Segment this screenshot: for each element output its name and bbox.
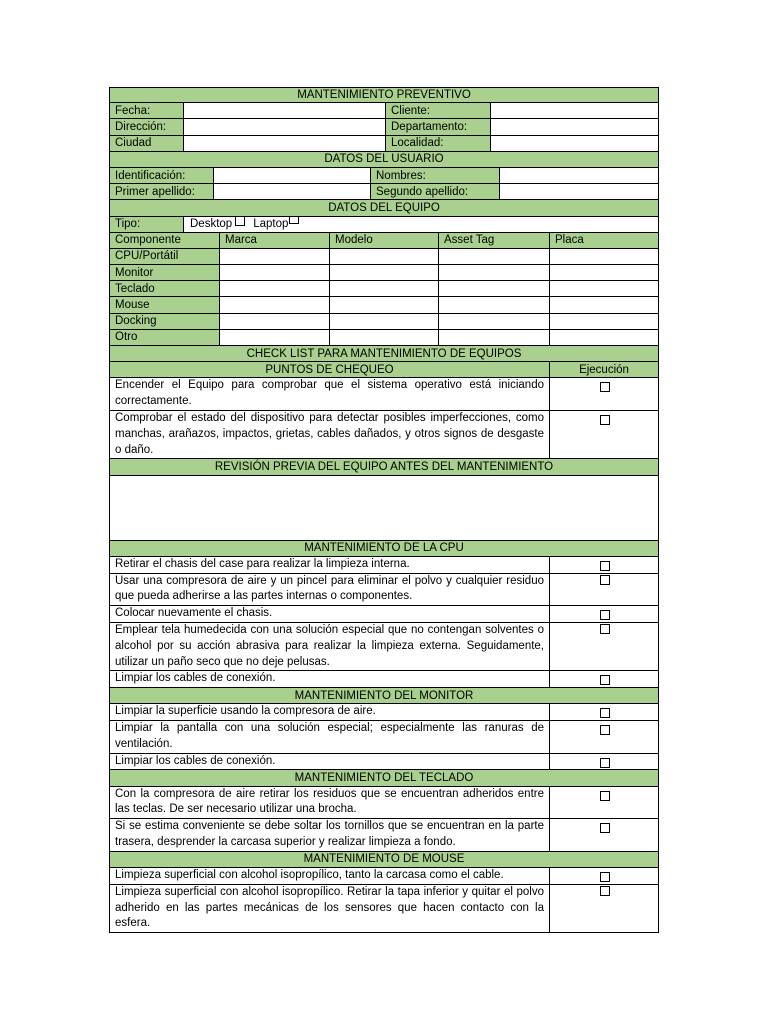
checklist-header-row	[109, 346, 659, 362]
monitor-header-row	[109, 688, 659, 704]
teclado-asset-tag[interactable]	[439, 281, 550, 296]
list-item	[109, 574, 659, 607]
table-row	[109, 281, 659, 297]
check-cell	[550, 787, 660, 819]
check-cell	[550, 754, 660, 770]
teclado-header: MANTENIMIENTO DEL TECLADO	[110, 770, 658, 785]
mouse-asset-tag[interactable]	[439, 297, 550, 312]
general-row-3	[109, 136, 659, 152]
puntos-header: PUNTOS DE CHEQUEO	[110, 362, 550, 377]
table-row	[109, 314, 659, 330]
component-monitor: Monitor	[110, 265, 220, 280]
mouse-marca[interactable]	[220, 297, 330, 312]
checklist-subheader-row	[109, 362, 659, 378]
check-checkbox[interactable]	[600, 561, 610, 571]
laptop-label: Laptop	[253, 217, 289, 230]
otro-placa[interactable]	[550, 330, 658, 345]
localidad-field[interactable]	[491, 136, 658, 151]
list-item	[109, 787, 659, 820]
check-cell	[550, 868, 660, 884]
table-row	[109, 265, 659, 281]
check-cell	[550, 721, 660, 753]
component-cpu: CPU/Portátil	[110, 249, 220, 264]
usuario-header-row	[109, 152, 659, 168]
check-checkbox[interactable]	[600, 725, 610, 735]
teclado-header-row	[109, 770, 659, 786]
col-marca: Marca	[220, 233, 330, 248]
identificacion-label: Identificación:	[110, 168, 214, 183]
primer-apellido-field[interactable]	[214, 184, 371, 199]
list-item	[109, 885, 659, 933]
check-cell	[550, 557, 660, 573]
departamento-field[interactable]	[491, 119, 658, 134]
maintenance-form	[109, 87, 659, 933]
cliente-field[interactable]	[491, 103, 658, 118]
cpu-modelo[interactable]	[330, 249, 439, 264]
table-row	[109, 330, 659, 346]
equipo-header-row	[109, 200, 659, 216]
docking-modelo[interactable]	[330, 314, 439, 329]
check-item-text: Usar una compresora de aire y un pincel para eliminar el polvo y cualquier residuo que pueda adherirse a las partes internas o componentes.	[110, 574, 550, 606]
check-checkbox[interactable]	[600, 575, 610, 585]
check-cell	[550, 623, 660, 670]
table-row	[109, 249, 659, 265]
list-item	[109, 721, 659, 754]
component-mouse: Mouse	[110, 297, 220, 312]
component-teclado: Teclado	[110, 281, 220, 296]
ciudad-label: Ciudad	[110, 136, 184, 151]
component-otro: Otro	[110, 330, 220, 345]
col-componente: Componente	[110, 233, 220, 248]
monitor-modelo[interactable]	[330, 265, 439, 280]
monitor-marca[interactable]	[220, 265, 330, 280]
table-row	[109, 297, 659, 313]
revision-notes-row	[109, 476, 659, 541]
cpu-header: MANTENIMIENTO DE LA CPU	[110, 541, 658, 556]
check-item-text: Retirar el chasis del case para realizar la limpieza interna.	[110, 557, 550, 573]
teclado-modelo[interactable]	[330, 281, 439, 296]
docking-marca[interactable]	[220, 314, 330, 329]
col-asset-tag: Asset Tag	[439, 233, 550, 248]
check-checkbox[interactable]	[600, 708, 610, 718]
list-item	[109, 623, 659, 671]
cpu-header-row	[109, 541, 659, 557]
cliente-label: Cliente:	[386, 103, 491, 118]
list-item	[109, 819, 659, 852]
check-item-text: Limpiar la superficie usando la compresora de aire.	[110, 704, 550, 720]
departamento-label: Departamento:	[386, 119, 491, 134]
monitor-asset-tag[interactable]	[439, 265, 550, 280]
tipo-options	[184, 217, 658, 232]
check-checkbox[interactable]	[600, 382, 610, 392]
usuario-row-1	[109, 168, 659, 184]
form-title: MANTENIMIENTO PREVENTIVO	[110, 88, 658, 102]
check-cell	[550, 574, 660, 606]
component-docking: Docking	[110, 314, 220, 329]
mouse-modelo[interactable]	[330, 297, 439, 312]
check-item-text: Encender el Equipo para comprobar que el sistema operativo está iniciando correctamente.	[110, 378, 550, 410]
direccion-field[interactable]	[184, 119, 386, 134]
usuario-header: DATOS DEL USUARIO	[110, 152, 658, 167]
check-cell	[550, 819, 660, 851]
check-item-text: Comprobar el estado del dispositivo para detectar posibles imperfecciones, como manchas, arañazos, impactos, grietas, cables dañados, y otros signos de desgaste o daño.	[110, 411, 550, 458]
list-item	[109, 754, 659, 771]
check-cell	[550, 885, 660, 932]
check-item-text: Emplear tela humedecida con una solución especial que no contengan solventes o alcohol por su acción abrasiva para realizar la limpieza externa. Seguidamente, utilizar un paño seco que no deje pelusas.	[110, 623, 550, 670]
list-item	[109, 868, 659, 885]
check-item-text: Limpiar los cables de conexión.	[110, 754, 550, 770]
col-modelo: Modelo	[330, 233, 439, 248]
revision-notes-field[interactable]	[110, 476, 658, 540]
check-item-text: Si se estima conveniente se debe soltar los tornillos que se encuentran en la parte trasera, desprender la carcasa superior y realizar limpieza a fondo.	[110, 819, 550, 851]
check-item-text: Colocar nuevamente el chasis.	[110, 606, 550, 622]
list-item	[109, 411, 659, 459]
identificacion-field[interactable]	[214, 168, 371, 183]
fecha-label: Fecha:	[110, 103, 184, 118]
otro-modelo[interactable]	[330, 330, 439, 345]
cpu-asset-tag[interactable]	[439, 249, 550, 264]
equipo-header: DATOS DEL EQUIPO	[110, 200, 658, 215]
check-item-text: Limpieza superficial con alcohol isopropílico, tanto la carcasa como el cable.	[110, 868, 550, 884]
fecha-field[interactable]	[184, 103, 386, 118]
list-item	[109, 671, 659, 688]
list-item	[109, 606, 659, 623]
tipo-label: Tipo:	[110, 217, 184, 232]
monitor-header: MANTENIMIENTO DEL MONITOR	[110, 688, 658, 703]
check-checkbox[interactable]	[600, 624, 610, 634]
otro-asset-tag[interactable]	[439, 330, 550, 345]
title-row	[109, 87, 659, 103]
primer-apellido-label: Primer apellido:	[110, 184, 214, 199]
cpu-placa[interactable]	[550, 249, 658, 264]
check-checkbox[interactable]	[600, 823, 610, 833]
mouse-header: MANTENIMIENTO DE MOUSE	[110, 852, 658, 867]
desktop-checkbox[interactable]	[235, 217, 245, 226]
desktop-label: Desktop	[190, 217, 233, 230]
segundo-apellido-label: Segundo apellido:	[371, 184, 500, 199]
mouse-header-row	[109, 852, 659, 868]
otro-marca[interactable]	[220, 330, 330, 345]
check-item-text: Limpiar la pantalla con una solución especial; especialmente las ranuras de ventilación.	[110, 721, 550, 753]
teclado-marca[interactable]	[220, 281, 330, 296]
check-checkbox[interactable]	[600, 675, 610, 685]
check-item-text: Con la compresora de aire retirar los residuos que se encuentran adheridos entre las teclas. De ser necesario utilizar una brocha.	[110, 787, 550, 819]
teclado-placa[interactable]	[550, 281, 658, 296]
ciudad-field[interactable]	[184, 136, 386, 151]
check-cell	[550, 704, 660, 720]
check-cell	[550, 378, 660, 410]
list-item	[109, 557, 659, 574]
check-checkbox[interactable]	[600, 872, 610, 882]
check-cell	[550, 606, 660, 622]
checklist-header: CHECK LIST PARA MANTENIMIENTO DE EQUIPOS	[110, 346, 658, 361]
nombres-label: Nombres:	[371, 168, 500, 183]
tipo-row	[109, 217, 659, 233]
docking-asset-tag[interactable]	[439, 314, 550, 329]
localidad-label: Localidad:	[386, 136, 491, 151]
check-checkbox[interactable]	[600, 886, 610, 896]
check-checkbox[interactable]	[600, 758, 610, 768]
monitor-placa[interactable]	[550, 265, 658, 280]
check-item-text: Limpieza superficial con alcohol isopropílico. Retirar la tapa inferior y quitar el polvo adherido en las partes mecánicas de los sensores que hacen contacto con la esfera.	[110, 885, 550, 932]
docking-placa[interactable]	[550, 314, 658, 329]
mouse-placa[interactable]	[550, 297, 658, 312]
direccion-label: Dirección:	[110, 119, 184, 134]
cpu-marca[interactable]	[220, 249, 330, 264]
laptop-checkbox[interactable]	[289, 217, 299, 224]
list-item	[109, 704, 659, 721]
nombres-field[interactable]	[500, 168, 658, 183]
revision-header-row	[109, 459, 659, 475]
usuario-row-2	[109, 184, 659, 200]
col-placa: Placa	[555, 234, 584, 247]
check-checkbox[interactable]	[600, 791, 610, 801]
check-checkbox[interactable]	[600, 415, 610, 425]
general-row-2	[109, 119, 659, 135]
componentes-header-row	[109, 233, 659, 249]
revision-header: REVISIÓN PREVIA DEL EQUIPO ANTES DEL MANTENIMIENTO	[110, 459, 658, 474]
ejecucion-header: Ejecución	[579, 363, 629, 376]
check-item-text: Limpiar los cables de conexión.	[110, 671, 550, 687]
check-checkbox[interactable]	[600, 610, 610, 620]
list-item	[109, 378, 659, 411]
check-cell	[550, 411, 660, 458]
segundo-apellido-field[interactable]	[500, 184, 658, 199]
check-cell	[550, 671, 660, 687]
general-row-1	[109, 103, 659, 119]
